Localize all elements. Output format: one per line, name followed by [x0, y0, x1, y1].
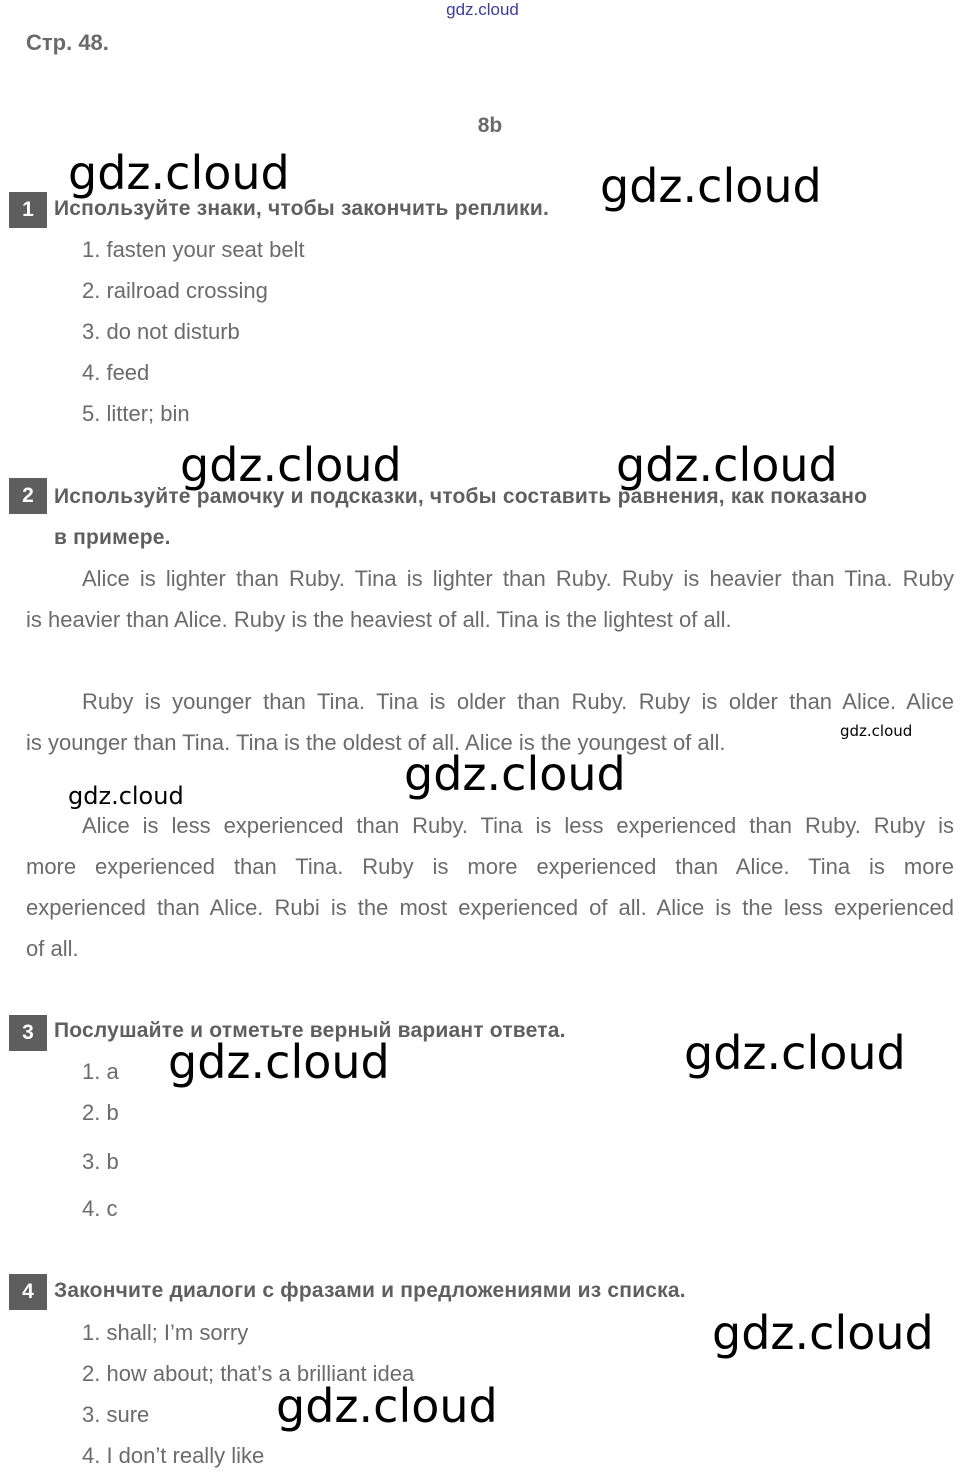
task-4-title: Закончите диалоги с фразами и предложениями из списка. [54, 1279, 686, 1302]
paragraph-line: Ruby is younger than Tina. Tina is older than Ruby. Ruby is older than Alice. Alice [82, 689, 954, 714]
task-4-item: 3. sure [82, 1402, 150, 1427]
task-2-title-line2: в примере. [54, 526, 171, 549]
paragraph-line: is younger than Tina. Tina is the oldest of all. Alice is the youngest of all. [26, 730, 726, 755]
task-3-item: 3. b [82, 1149, 119, 1174]
paragraph-line: Alice is lighter than Ruby. Tina is lighter than Ruby. Ruby is heavier than Tina. Ruby [82, 566, 954, 591]
task-number-2: 2 [9, 478, 47, 514]
page-label: Стр. 48. [26, 30, 109, 55]
watermark: gdz.cloud [68, 146, 290, 200]
watermark: gdz.cloud [600, 159, 822, 213]
watermark: gdz.cloud [180, 438, 402, 492]
task-2-title-line1: Используйте рамочку и подсказки, чтобы составить равнения, как показано [54, 485, 868, 508]
task-4-item: 4. I don’t really like [82, 1443, 265, 1468]
paragraph-line: experienced than Alice. Rubi is the most experienced of all. Alice is the less experienced [26, 895, 954, 920]
watermark: gdz.cloud [712, 1306, 934, 1360]
task-1-title: Используйте знаки, чтобы закончить реплики. [54, 197, 549, 220]
section-code: 8b [477, 114, 503, 137]
task-number-4: 4 [9, 1274, 47, 1310]
task-3-item: 1. a [82, 1059, 119, 1084]
task-1-item: 1. fasten your seat belt [82, 237, 305, 262]
paragraph-line: more experienced than Tina. Ruby is more experienced than Alice. Tina is more [26, 854, 954, 879]
task-4-item: 1. shall; I’m sorry [82, 1320, 249, 1345]
task-1-item: 2. railroad crossing [82, 278, 268, 303]
watermark: gdz.cloud [616, 438, 838, 492]
task-4-item: 2. how about; that’s a brilliant idea [82, 1361, 415, 1386]
task-3-title: Послушайте и отметьте верный вариант ответа. [54, 1019, 566, 1042]
task-3-item: 2. b [82, 1100, 119, 1125]
watermark: gdz.cloud [840, 722, 913, 740]
task-1-item: 3. do not disturb [82, 319, 240, 344]
watermark: gdz.cloud [684, 1026, 906, 1080]
watermark: gdz.cloud [276, 1379, 498, 1433]
watermark: gdz.cloud [68, 782, 184, 810]
task-number-1: 1 [9, 192, 47, 228]
watermark: gdz.cloud [168, 1035, 390, 1089]
paragraph-line: is heavier than Alice. Ruby is the heaviest of all. Tina is the lightest of all. [26, 607, 732, 632]
watermark: gdz.cloud [404, 747, 626, 801]
paragraph-line: of all. [26, 936, 79, 961]
task-1-item: 4. feed [82, 360, 150, 385]
task-3-item: 4. c [82, 1196, 118, 1221]
paragraph-line: Alice is less experienced than Ruby. Tina is less experienced than Ruby. Ruby is [82, 813, 954, 838]
task-number-3: 3 [9, 1015, 47, 1051]
task-1-item: 5. litter; bin [82, 401, 190, 426]
top-watermark: gdz.cloud [446, 0, 519, 19]
